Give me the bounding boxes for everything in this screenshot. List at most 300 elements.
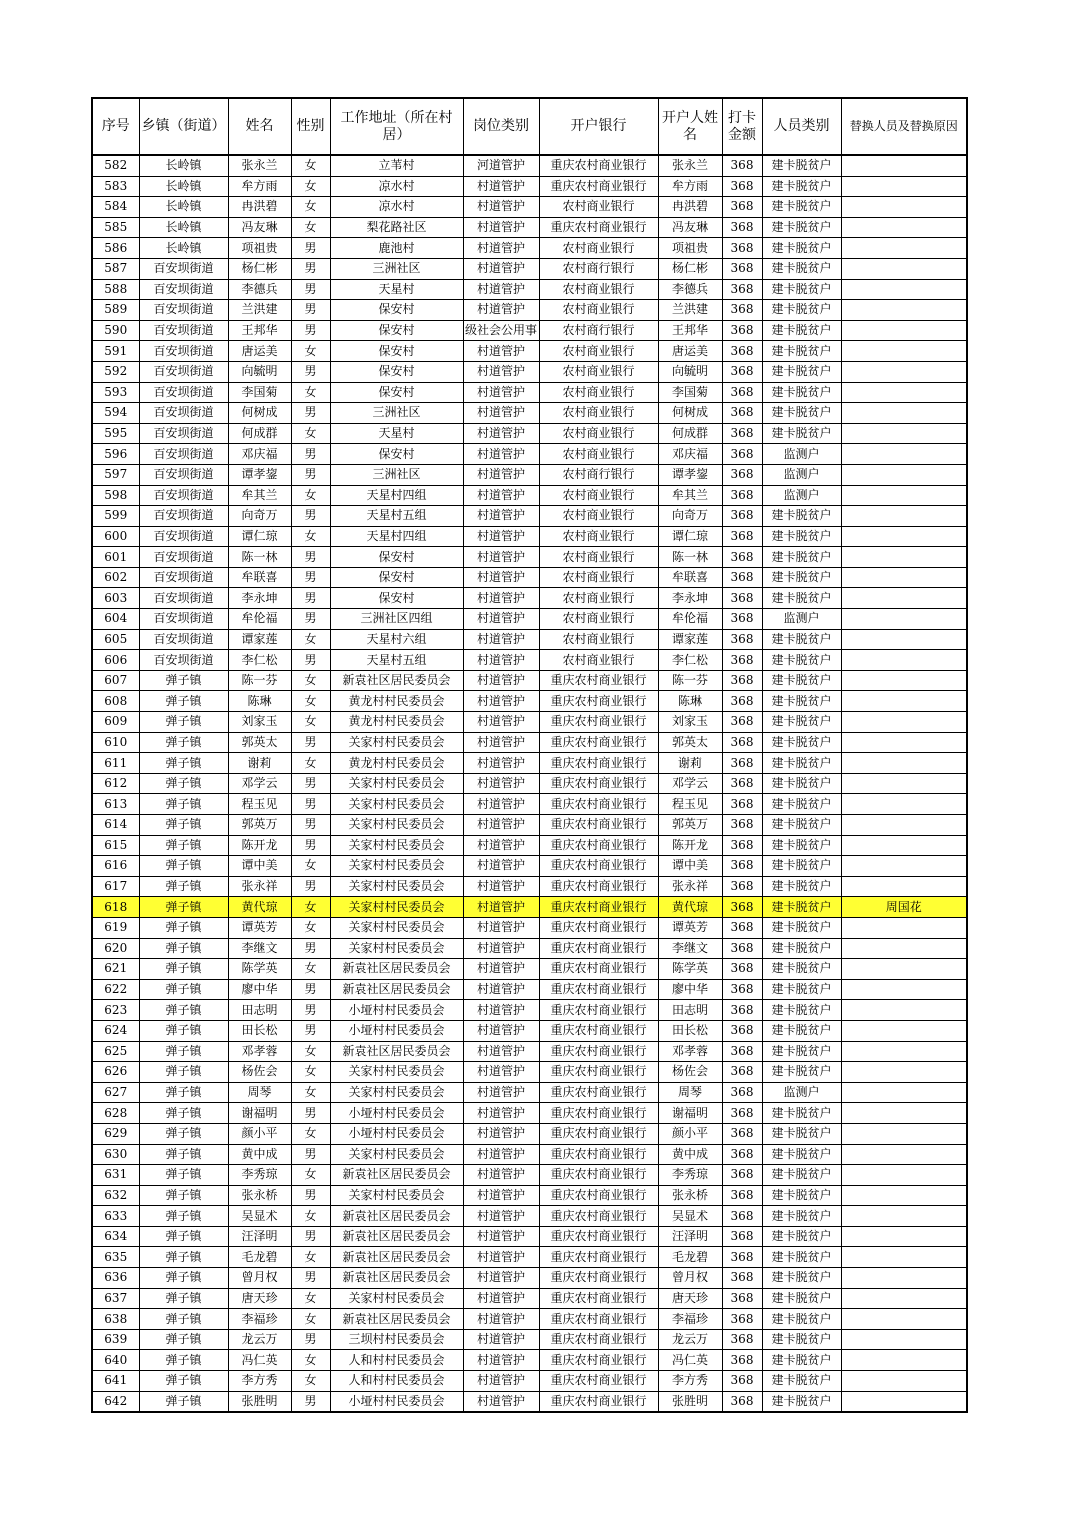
cell-name: 李仁松 bbox=[228, 650, 291, 671]
cell-bank: 重庆农村商业银行 bbox=[539, 712, 658, 733]
cell-category: 建卡脱贫户 bbox=[762, 1288, 841, 1309]
cell-gender: 女 bbox=[291, 423, 330, 444]
cell-gender: 女 bbox=[291, 1371, 330, 1392]
cell-amount: 368 bbox=[722, 979, 762, 1000]
cell-amount: 368 bbox=[722, 753, 762, 774]
cell-gender: 女 bbox=[291, 1082, 330, 1103]
cell-gender: 女 bbox=[291, 197, 330, 218]
cell-category: 建卡脱贫户 bbox=[762, 1165, 841, 1186]
cell-name: 郭英万 bbox=[228, 815, 291, 836]
cell-post: 村道管护 bbox=[463, 300, 539, 321]
cell-category: 建卡脱贫户 bbox=[762, 979, 841, 1000]
cell-category: 建卡脱贫户 bbox=[762, 897, 841, 918]
cell-town: 百安坝街道 bbox=[139, 258, 228, 279]
cell-address: 三洲社区 bbox=[330, 403, 463, 424]
cell-town: 弹子镇 bbox=[139, 1371, 228, 1392]
cell-category: 建卡脱贫户 bbox=[762, 670, 841, 691]
cell-seq: 591 bbox=[92, 341, 139, 362]
cell-bank: 农村商业银行 bbox=[539, 567, 658, 588]
cell-bank: 农村商业银行 bbox=[539, 341, 658, 362]
cell-post: 村道管护 bbox=[463, 670, 539, 691]
cell-address: 关家村村民委员会 bbox=[330, 1082, 463, 1103]
cell-amount: 368 bbox=[722, 403, 762, 424]
cell-name: 陈琳 bbox=[228, 691, 291, 712]
cell-town: 弹子镇 bbox=[139, 1123, 228, 1144]
cell-amount: 368 bbox=[722, 876, 762, 897]
cell-seq: 583 bbox=[92, 176, 139, 197]
cell-bank: 农村商业银行 bbox=[539, 547, 658, 568]
cell-replacement bbox=[841, 629, 967, 650]
cell-bank: 重庆农村商业银行 bbox=[539, 1082, 658, 1103]
cell-account-holder: 廖中华 bbox=[658, 979, 722, 1000]
cell-post: 村道管护 bbox=[463, 609, 539, 630]
cell-replacement bbox=[841, 361, 967, 382]
cell-amount: 368 bbox=[722, 1103, 762, 1124]
cell-post: 村道管护 bbox=[463, 876, 539, 897]
cell-account-holder: 张永桥 bbox=[658, 1185, 722, 1206]
cell-address: 黄龙村村民委员会 bbox=[330, 691, 463, 712]
cell-replacement bbox=[841, 815, 967, 836]
cell-replacement bbox=[841, 320, 967, 341]
cell-name: 冯友琳 bbox=[228, 217, 291, 238]
cell-town: 百安坝街道 bbox=[139, 464, 228, 485]
cell-category: 建卡脱贫户 bbox=[762, 1329, 841, 1350]
cell-bank: 农村商业银行 bbox=[539, 609, 658, 630]
cell-name: 唐运美 bbox=[228, 341, 291, 362]
cell-account-holder: 陈一林 bbox=[658, 547, 722, 568]
cell-bank: 农村商业银行 bbox=[539, 382, 658, 403]
cell-amount: 368 bbox=[722, 1000, 762, 1021]
table-row bbox=[92, 547, 967, 568]
cell-address: 新袁社区居民委员会 bbox=[330, 979, 463, 1000]
cell-name: 郭英太 bbox=[228, 732, 291, 753]
cell-replacement bbox=[841, 547, 967, 568]
cell-post: 村道管护 bbox=[463, 1268, 539, 1289]
cell-name: 田长松 bbox=[228, 1020, 291, 1041]
table-row bbox=[92, 279, 967, 300]
cell-post: 村道管护 bbox=[463, 382, 539, 403]
cell-gender: 男 bbox=[291, 444, 330, 465]
cell-town: 百安坝街道 bbox=[139, 609, 228, 630]
cell-account-holder: 曾月权 bbox=[658, 1268, 722, 1289]
cell-gender: 男 bbox=[291, 588, 330, 609]
cell-address: 关家村村民委员会 bbox=[330, 1144, 463, 1165]
cell-bank: 农村商业银行 bbox=[539, 423, 658, 444]
cell-amount: 368 bbox=[722, 279, 762, 300]
cell-category: 建卡脱贫户 bbox=[762, 1103, 841, 1124]
cell-replacement bbox=[841, 773, 967, 794]
cell-town: 百安坝街道 bbox=[139, 485, 228, 506]
cell-replacement bbox=[841, 588, 967, 609]
cell-name: 谭家莲 bbox=[228, 629, 291, 650]
cell-bank: 重庆农村商业银行 bbox=[539, 1371, 658, 1392]
table-row bbox=[92, 423, 967, 444]
cell-town: 弹子镇 bbox=[139, 1165, 228, 1186]
cell-replacement bbox=[841, 464, 967, 485]
cell-account-holder: 向奇万 bbox=[658, 506, 722, 527]
cell-amount: 368 bbox=[722, 1020, 762, 1041]
cell-bank: 农村商业银行 bbox=[539, 279, 658, 300]
cell-seq: 627 bbox=[92, 1082, 139, 1103]
cell-account-holder: 牟其兰 bbox=[658, 485, 722, 506]
cell-town: 弹子镇 bbox=[139, 1020, 228, 1041]
cell-gender: 男 bbox=[291, 1391, 330, 1412]
cell-amount: 368 bbox=[722, 1144, 762, 1165]
cell-replacement bbox=[841, 794, 967, 815]
cell-town: 百安坝街道 bbox=[139, 629, 228, 650]
cell-post: 村道管护 bbox=[463, 526, 539, 547]
cell-town: 百安坝街道 bbox=[139, 423, 228, 444]
cell-post: 村道管护 bbox=[463, 691, 539, 712]
cell-name: 廖中华 bbox=[228, 979, 291, 1000]
cell-seq: 584 bbox=[92, 197, 139, 218]
cell-name: 周琴 bbox=[228, 1082, 291, 1103]
cell-amount: 368 bbox=[722, 835, 762, 856]
cell-town: 弹子镇 bbox=[139, 1103, 228, 1124]
cell-seq: 609 bbox=[92, 712, 139, 733]
cell-name: 谢福明 bbox=[228, 1103, 291, 1124]
cell-post: 村道管护 bbox=[463, 1226, 539, 1247]
cell-seq: 603 bbox=[92, 588, 139, 609]
table-row bbox=[92, 670, 967, 691]
cell-bank: 重庆农村商业银行 bbox=[539, 773, 658, 794]
cell-bank: 农村商业银行 bbox=[539, 485, 658, 506]
cell-amount: 368 bbox=[722, 794, 762, 815]
cell-address: 天星村 bbox=[330, 423, 463, 444]
cell-post: 村道管护 bbox=[463, 1288, 539, 1309]
cell-name: 杨佐会 bbox=[228, 1062, 291, 1083]
cell-amount: 368 bbox=[722, 773, 762, 794]
cell-name: 张永祥 bbox=[228, 876, 291, 897]
cell-post: 村道管护 bbox=[463, 423, 539, 444]
cell-category: 建卡脱贫户 bbox=[762, 1391, 841, 1412]
cell-name: 陈学英 bbox=[228, 959, 291, 980]
cell-name: 吴显术 bbox=[228, 1206, 291, 1227]
cell-seq: 639 bbox=[92, 1329, 139, 1350]
cell-bank: 重庆农村商业银行 bbox=[539, 1062, 658, 1083]
cell-bank: 重庆农村商业银行 bbox=[539, 176, 658, 197]
cell-name: 谭中美 bbox=[228, 856, 291, 877]
col-header-bank: 开户银行 bbox=[539, 98, 658, 155]
cell-gender: 男 bbox=[291, 1103, 330, 1124]
cell-account-holder: 郭英万 bbox=[658, 815, 722, 836]
cell-amount: 368 bbox=[722, 1185, 762, 1206]
cell-replacement bbox=[841, 609, 967, 630]
cell-address: 新袁社区居民委员会 bbox=[330, 1041, 463, 1062]
cell-address: 保安村 bbox=[330, 547, 463, 568]
cell-bank: 重庆农村商业银行 bbox=[539, 1329, 658, 1350]
cell-account-holder: 李秀琼 bbox=[658, 1165, 722, 1186]
cell-address: 三洲社区 bbox=[330, 464, 463, 485]
cell-address: 天星村四组 bbox=[330, 526, 463, 547]
cell-address: 黄龙村村民委员会 bbox=[330, 712, 463, 733]
cell-category: 建卡脱贫户 bbox=[762, 650, 841, 671]
cell-amount: 368 bbox=[722, 712, 762, 733]
cell-gender: 男 bbox=[291, 835, 330, 856]
cell-replacement bbox=[841, 1268, 967, 1289]
cell-post: 村道管护 bbox=[463, 361, 539, 382]
cell-address: 黄龙村村民委员会 bbox=[330, 753, 463, 774]
table-row bbox=[92, 176, 967, 197]
cell-account-holder: 陈学英 bbox=[658, 959, 722, 980]
table-row bbox=[92, 773, 967, 794]
cell-post: 村道管护 bbox=[463, 567, 539, 588]
cell-post: 村道管护 bbox=[463, 1247, 539, 1268]
cell-bank: 农村商业银行 bbox=[539, 300, 658, 321]
cell-bank: 重庆农村商业银行 bbox=[539, 1226, 658, 1247]
cell-town: 弹子镇 bbox=[139, 1329, 228, 1350]
cell-town: 弹子镇 bbox=[139, 917, 228, 938]
cell-amount: 368 bbox=[722, 176, 762, 197]
cell-town: 弹子镇 bbox=[139, 753, 228, 774]
cell-category: 建卡脱贫户 bbox=[762, 1185, 841, 1206]
cell-bank: 农村商业银行 bbox=[539, 361, 658, 382]
cell-seq: 589 bbox=[92, 300, 139, 321]
table-row bbox=[92, 238, 967, 259]
cell-category: 建卡脱贫户 bbox=[762, 773, 841, 794]
cell-address: 关家村村民委员会 bbox=[330, 897, 463, 918]
cell-bank: 重庆农村商业银行 bbox=[539, 1103, 658, 1124]
cell-seq: 585 bbox=[92, 217, 139, 238]
cell-gender: 女 bbox=[291, 485, 330, 506]
cell-category: 建卡脱贫户 bbox=[762, 1371, 841, 1392]
cell-name: 陈一芬 bbox=[228, 670, 291, 691]
cell-address: 关家村村民委员会 bbox=[330, 1288, 463, 1309]
table-row bbox=[92, 691, 967, 712]
cell-town: 百安坝街道 bbox=[139, 567, 228, 588]
cell-category: 建卡脱贫户 bbox=[762, 1062, 841, 1083]
cell-replacement bbox=[841, 712, 967, 733]
cell-replacement bbox=[841, 1226, 967, 1247]
cell-town: 弹子镇 bbox=[139, 1350, 228, 1371]
cell-name: 谭孝鋆 bbox=[228, 464, 291, 485]
cell-name: 陈一林 bbox=[228, 547, 291, 568]
cell-name: 李永坤 bbox=[228, 588, 291, 609]
cell-town: 百安坝街道 bbox=[139, 588, 228, 609]
cell-post: 村道管护 bbox=[463, 1165, 539, 1186]
cell-town: 弹子镇 bbox=[139, 1288, 228, 1309]
cell-replacement bbox=[841, 856, 967, 877]
cell-category: 监测户 bbox=[762, 444, 841, 465]
cell-bank: 重庆农村商业银行 bbox=[539, 1185, 658, 1206]
table-row bbox=[92, 897, 967, 918]
table-row bbox=[92, 1309, 967, 1330]
cell-category: 建卡脱贫户 bbox=[762, 1144, 841, 1165]
cell-account-holder: 周琴 bbox=[658, 1082, 722, 1103]
table-row bbox=[92, 341, 967, 362]
table-row bbox=[92, 876, 967, 897]
cell-account-holder: 颜小平 bbox=[658, 1123, 722, 1144]
cell-category: 建卡脱贫户 bbox=[762, 712, 841, 733]
cell-address: 新袁社区居民委员会 bbox=[330, 959, 463, 980]
cell-amount: 368 bbox=[722, 1123, 762, 1144]
cell-account-holder: 田志明 bbox=[658, 1000, 722, 1021]
table-header bbox=[92, 98, 967, 155]
cell-name: 邓学云 bbox=[228, 773, 291, 794]
cell-address: 新袁社区居民委员会 bbox=[330, 1206, 463, 1227]
cell-amount: 368 bbox=[722, 650, 762, 671]
cell-town: 弹子镇 bbox=[139, 1062, 228, 1083]
cell-address: 鹿池村 bbox=[330, 238, 463, 259]
cell-gender: 男 bbox=[291, 732, 330, 753]
cell-bank: 农村商业银行 bbox=[539, 650, 658, 671]
cell-post: 村道管护 bbox=[463, 588, 539, 609]
cell-post: 村道管护 bbox=[463, 279, 539, 300]
table-row bbox=[92, 1144, 967, 1165]
cell-town: 弹子镇 bbox=[139, 1226, 228, 1247]
cell-gender: 女 bbox=[291, 1309, 330, 1330]
cell-account-holder: 唐天珍 bbox=[658, 1288, 722, 1309]
cell-category: 建卡脱贫户 bbox=[762, 258, 841, 279]
cell-account-holder: 李仁松 bbox=[658, 650, 722, 671]
cell-town: 弹子镇 bbox=[139, 938, 228, 959]
table-row bbox=[92, 917, 967, 938]
col-header-account-holder: 开户人姓名 bbox=[658, 98, 722, 155]
table-row bbox=[92, 403, 967, 424]
col-header-gender: 性别 bbox=[291, 98, 330, 155]
cell-address: 关家村村民委员会 bbox=[330, 856, 463, 877]
cell-category: 建卡脱贫户 bbox=[762, 279, 841, 300]
cell-account-holder: 李方秀 bbox=[658, 1371, 722, 1392]
cell-account-holder: 谭仁琼 bbox=[658, 526, 722, 547]
cell-seq: 588 bbox=[92, 279, 139, 300]
cell-bank: 重庆农村商业银行 bbox=[539, 753, 658, 774]
cell-post: 村道管护 bbox=[463, 712, 539, 733]
cell-category: 建卡脱贫户 bbox=[762, 547, 841, 568]
cell-replacement bbox=[841, 1329, 967, 1350]
cell-amount: 368 bbox=[722, 197, 762, 218]
cell-category: 建卡脱贫户 bbox=[762, 1206, 841, 1227]
cell-gender: 男 bbox=[291, 979, 330, 1000]
cell-address: 新袁社区居民委员会 bbox=[330, 1247, 463, 1268]
cell-gender: 男 bbox=[291, 567, 330, 588]
table-row bbox=[92, 1041, 967, 1062]
cell-bank: 重庆农村商业银行 bbox=[539, 794, 658, 815]
cell-account-holder: 陈琳 bbox=[658, 691, 722, 712]
cell-category: 建卡脱贫户 bbox=[762, 815, 841, 836]
cell-town: 弹子镇 bbox=[139, 897, 228, 918]
cell-post: 村道管护 bbox=[463, 815, 539, 836]
cell-name: 刘家玉 bbox=[228, 712, 291, 733]
cell-gender: 女 bbox=[291, 1350, 330, 1371]
cell-gender: 男 bbox=[291, 650, 330, 671]
cell-account-holder: 王邦华 bbox=[658, 320, 722, 341]
cell-amount: 368 bbox=[722, 1206, 762, 1227]
cell-post: 村道管护 bbox=[463, 444, 539, 465]
cell-seq: 595 bbox=[92, 423, 139, 444]
cell-bank: 重庆农村商业银行 bbox=[539, 835, 658, 856]
cell-name: 颜小平 bbox=[228, 1123, 291, 1144]
cell-amount: 368 bbox=[722, 1165, 762, 1186]
cell-address: 保安村 bbox=[330, 300, 463, 321]
cell-name: 毛龙碧 bbox=[228, 1247, 291, 1268]
cell-bank: 农村商行银行 bbox=[539, 464, 658, 485]
cell-name: 向毓明 bbox=[228, 361, 291, 382]
cell-gender: 男 bbox=[291, 361, 330, 382]
cell-bank: 农村商业银行 bbox=[539, 238, 658, 259]
cell-account-holder: 何树成 bbox=[658, 403, 722, 424]
table-row bbox=[92, 1062, 967, 1083]
cell-replacement bbox=[841, 1247, 967, 1268]
cell-name: 牟伦福 bbox=[228, 609, 291, 630]
cell-gender: 女 bbox=[291, 217, 330, 238]
cell-town: 百安坝街道 bbox=[139, 403, 228, 424]
cell-bank: 重庆农村商业银行 bbox=[539, 815, 658, 836]
cell-category: 建卡脱贫户 bbox=[762, 753, 841, 774]
cell-name: 李福珍 bbox=[228, 1309, 291, 1330]
cell-seq: 642 bbox=[92, 1391, 139, 1412]
table-row bbox=[92, 1226, 967, 1247]
cell-address: 立苇村 bbox=[330, 155, 463, 176]
cell-town: 弹子镇 bbox=[139, 670, 228, 691]
cell-address: 关家村村民委员会 bbox=[330, 1185, 463, 1206]
cell-name: 何树成 bbox=[228, 403, 291, 424]
cell-bank: 重庆农村商业银行 bbox=[539, 1391, 658, 1412]
cell-category: 建卡脱贫户 bbox=[762, 382, 841, 403]
table-row bbox=[92, 1020, 967, 1041]
cell-amount: 368 bbox=[722, 1082, 762, 1103]
cell-town: 弹子镇 bbox=[139, 1268, 228, 1289]
cell-amount: 368 bbox=[722, 1329, 762, 1350]
table-row bbox=[92, 1329, 967, 1350]
cell-gender: 女 bbox=[291, 1247, 330, 1268]
table-row bbox=[92, 588, 967, 609]
cell-bank: 重庆农村商业银行 bbox=[539, 1123, 658, 1144]
cell-post: 村道管护 bbox=[463, 1309, 539, 1330]
cell-amount: 368 bbox=[722, 815, 762, 836]
cell-address: 小垭村村民委员会 bbox=[330, 1123, 463, 1144]
cell-name: 向奇万 bbox=[228, 506, 291, 527]
cell-category: 建卡脱贫户 bbox=[762, 1041, 841, 1062]
cell-post: 村道管护 bbox=[463, 1062, 539, 1083]
cell-post: 村道管护 bbox=[463, 1082, 539, 1103]
cell-name: 谭仁琼 bbox=[228, 526, 291, 547]
cell-seq: 606 bbox=[92, 650, 139, 671]
cell-bank: 重庆农村商业银行 bbox=[539, 1144, 658, 1165]
cell-account-holder: 张永兰 bbox=[658, 155, 722, 176]
cell-account-holder: 冯仁英 bbox=[658, 1350, 722, 1371]
cell-post: 村道管护 bbox=[463, 897, 539, 918]
cell-post: 村道管护 bbox=[463, 1000, 539, 1021]
cell-name: 冯仁英 bbox=[228, 1350, 291, 1371]
cell-post: 村道管护 bbox=[463, 794, 539, 815]
cell-category: 建卡脱贫户 bbox=[762, 526, 841, 547]
cell-post: 村道管护 bbox=[463, 1123, 539, 1144]
table-row bbox=[92, 1185, 967, 1206]
cell-address: 凉水村 bbox=[330, 197, 463, 218]
cell-bank: 重庆农村商业银行 bbox=[539, 1206, 658, 1227]
cell-replacement bbox=[841, 567, 967, 588]
cell-category: 建卡脱贫户 bbox=[762, 1226, 841, 1247]
cell-town: 百安坝街道 bbox=[139, 506, 228, 527]
cell-post: 级社会公用事 bbox=[463, 320, 539, 341]
cell-address: 保安村 bbox=[330, 567, 463, 588]
cell-town: 弹子镇 bbox=[139, 959, 228, 980]
cell-replacement bbox=[841, 650, 967, 671]
cell-amount: 368 bbox=[722, 629, 762, 650]
cell-name: 张永兰 bbox=[228, 155, 291, 176]
cell-seq: 621 bbox=[92, 959, 139, 980]
cell-replacement bbox=[841, 938, 967, 959]
cell-amount: 368 bbox=[722, 382, 762, 403]
cell-bank: 重庆农村商业银行 bbox=[539, 155, 658, 176]
cell-bank: 重庆农村商业银行 bbox=[539, 732, 658, 753]
cell-amount: 368 bbox=[722, 732, 762, 753]
cell-replacement bbox=[841, 959, 967, 980]
table-row bbox=[92, 567, 967, 588]
cell-amount: 368 bbox=[722, 485, 762, 506]
cell-post: 村道管护 bbox=[463, 917, 539, 938]
